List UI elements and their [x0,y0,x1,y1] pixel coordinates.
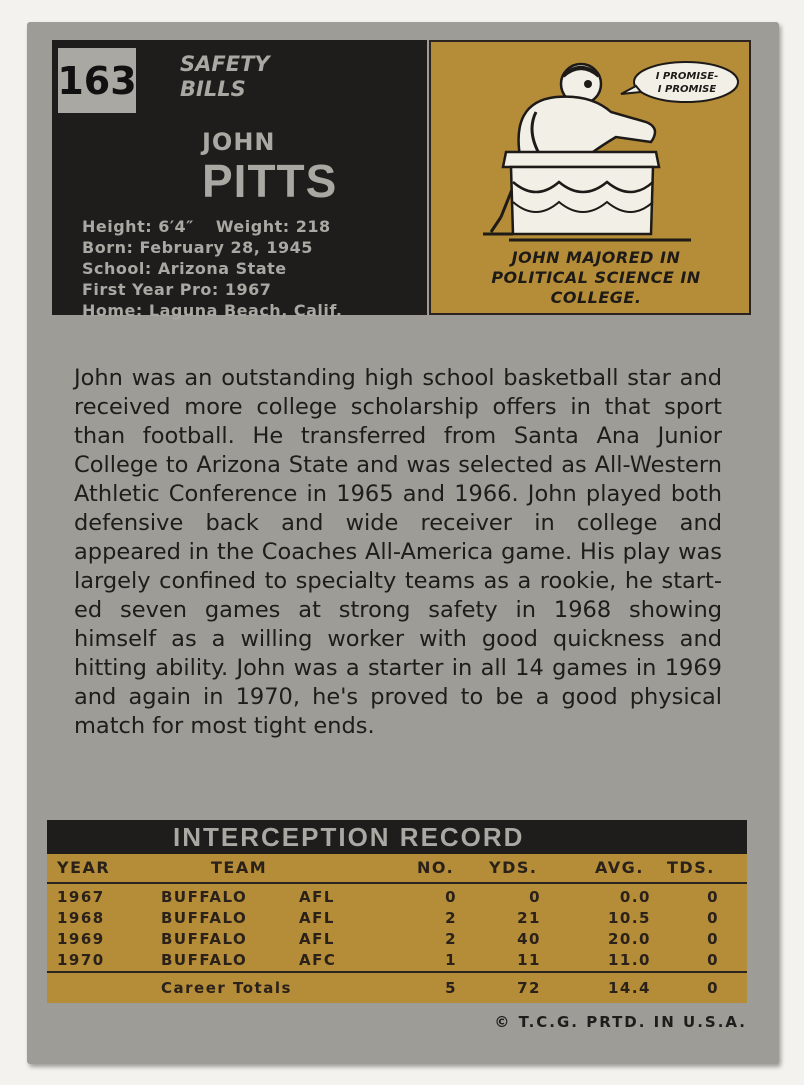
table-title: INTERCEPTION RECORD [47,820,747,854]
cell-yds: 40 [517,930,541,948]
cell-avg: 20.0 [607,930,651,948]
header-team: TEAM [211,858,268,877]
player-info-panel [52,40,427,320]
copyright: © T.C.G. PRTD. IN U.S.A. [494,1013,747,1031]
cell-no: 0 [445,888,457,906]
table-row [47,929,747,950]
cell-year: 1968 [57,909,105,927]
cartoon-caption: JOHN MAJORED IN POLITICAL SCIENCE IN COLLEGE. [491,248,701,307]
cell-no: 2 [445,909,457,927]
school: School: Arizona State [82,259,287,278]
weight: Weight: 218 [215,217,331,236]
cell-no: 2 [445,930,457,948]
birth-date: Born: February 28, 1945 [82,238,313,257]
cell-league: AFL [299,909,335,927]
header-avg: AVG. [595,858,644,877]
cell-year: 1969 [57,930,105,948]
first-year-pro: First Year Pro: 1967 [82,280,272,299]
record-rows [47,884,747,973]
totals-tds: 0 [707,979,719,997]
cell-yds: 11 [517,951,541,969]
speech-bubble-text: I PROMISE- I PROMISE [655,71,719,95]
cell-tds: 0 [707,888,719,906]
table-row [47,950,747,971]
table-row [47,887,747,908]
cell-avg: 11.0 [607,951,651,969]
career-totals-row [47,973,747,1003]
cell-no: 1 [445,951,457,969]
first-name: JOHN [202,128,276,156]
cell-team: BUFFALO [161,909,248,927]
cell-year: 1967 [57,888,105,906]
table-row [47,908,747,929]
last-name: PITTS [202,155,338,207]
cell-year: 1970 [57,951,105,969]
cell-tds: 0 [707,930,719,948]
totals-avg: 14.4 [607,979,651,997]
column-headers [47,854,747,884]
trading-card-back [27,22,779,1064]
cell-avg: 0.0 [619,888,651,906]
cell-league: AFL [299,888,335,906]
position-team [180,52,270,102]
cell-team: BUFFALO [161,888,248,906]
cell-team: BUFFALO [161,951,248,969]
cell-yds: 0 [529,888,541,906]
team-name: BILLS [180,77,246,101]
cell-league: AFL [299,930,335,948]
player-biography: John was an outstanding high school basketball star and received more college scholarship offers in that sport than football. He transferred from Santa Ana Junior College to Arizona State and was selected as All-Western Athletic Conference in 1965 and 1966. John played both defensive back and wide receiver in college and appeared in the Coaches All-America game. His play was largely confined to specialty teams as a rookie, he start-ed seven games at strong safety in 1968 showing himself as a willing worker with good quickness and hitting ability. John was a starter in all 14 games in 1969 and again in 1970, he's proved to be a good physical match for most tight ends. [74,365,722,739]
player-vitals [82,216,343,321]
position: SAFETY [180,52,270,76]
interception-record-table [47,820,747,1003]
header-no: NO. [417,858,455,877]
cell-team: BUFFALO [161,930,248,948]
card-number: 163 [58,48,136,113]
cell-tds: 0 [707,951,719,969]
cell-tds: 0 [707,909,719,927]
totals-yds: 72 [517,979,541,997]
height: Height: 6′4″ [82,217,194,236]
header-year: YEAR [57,858,111,877]
totals-label: Career Totals [161,979,292,997]
hometown: Home: Laguna Beach, Calif. [82,301,343,320]
cell-league: AFC [299,951,337,969]
header-yds: YDS. [489,858,538,877]
header-tds: TDS. [667,858,715,877]
cartoon-panel [429,40,751,315]
totals-no: 5 [445,979,457,997]
cell-avg: 10.5 [607,909,651,927]
cell-yds: 21 [517,909,541,927]
